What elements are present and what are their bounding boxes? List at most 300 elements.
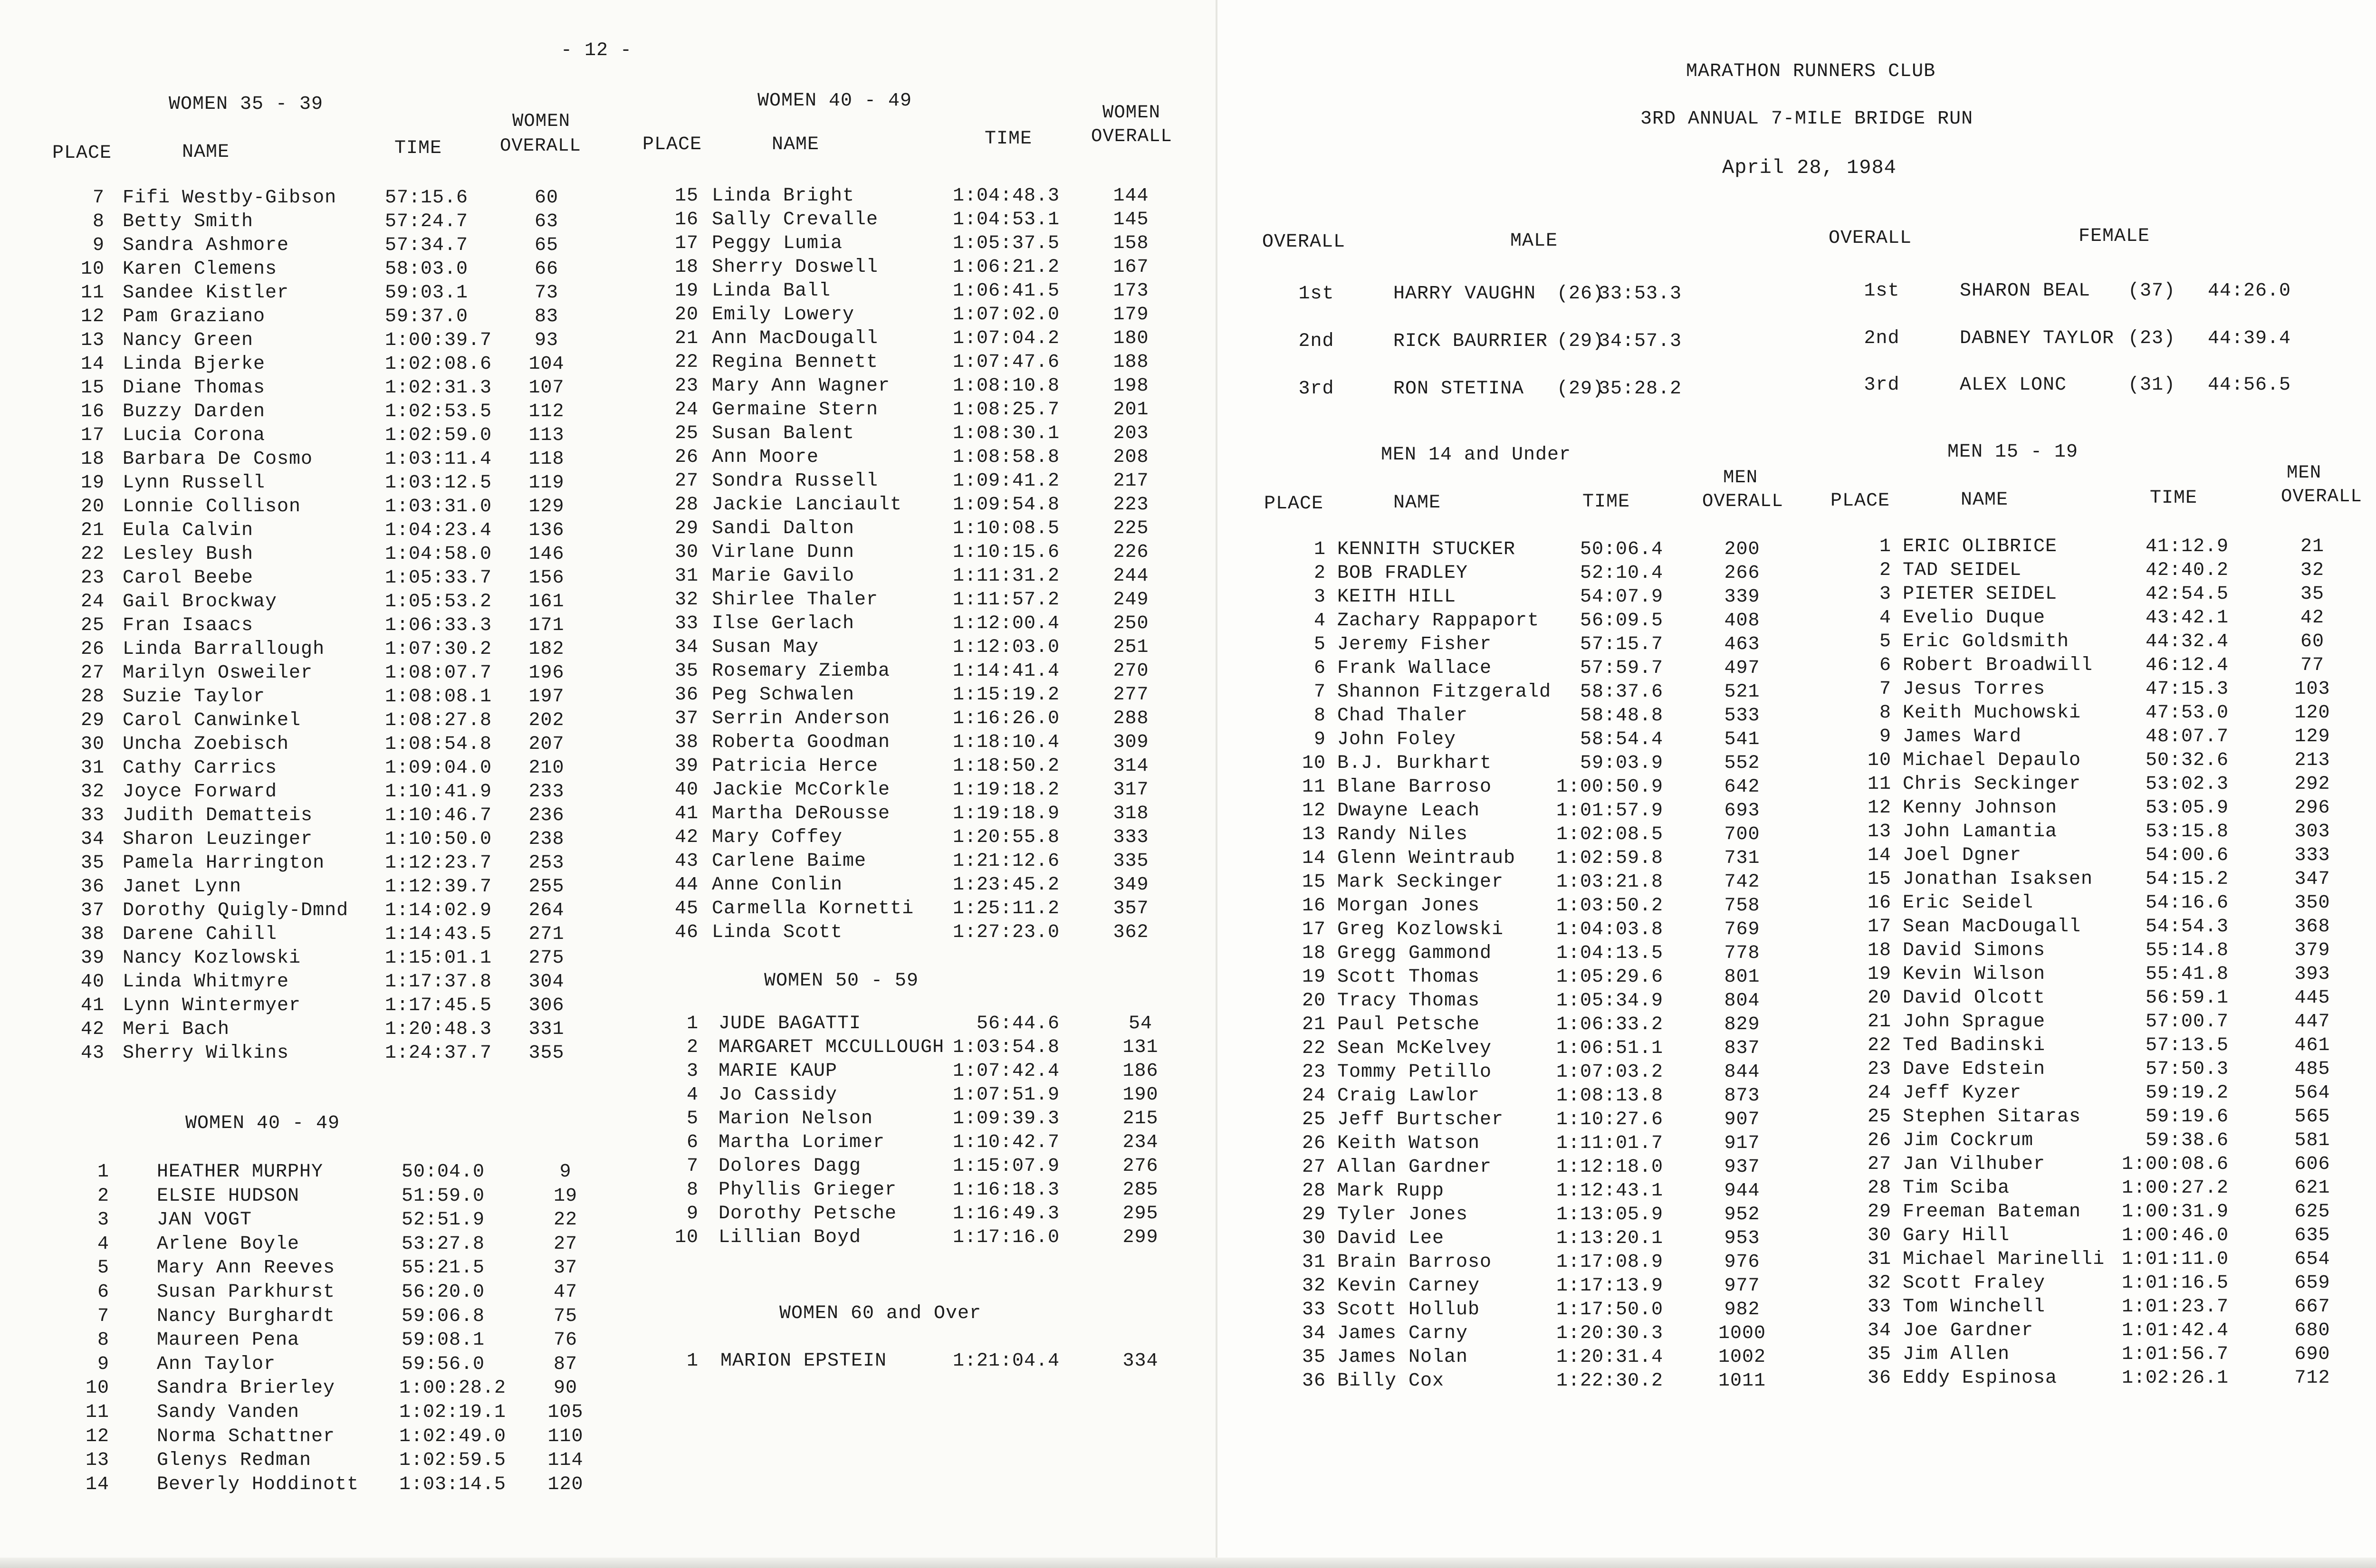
name-cell: Sean MacDougall <box>1903 916 2081 937</box>
time-cell: 57:24.7 <box>385 211 469 232</box>
name-cell: Ann Taylor <box>157 1353 276 1375</box>
page-number: - 12 - <box>561 40 632 61</box>
overall-place-cell: 347 <box>2294 869 2330 890</box>
place-cell: 17 <box>80 425 105 446</box>
overall-place-cell: 303 <box>2294 821 2330 842</box>
place-cell: 4 <box>1879 607 1891 629</box>
time-cell: 57:00.7 <box>2145 1011 2229 1033</box>
overall-place-cell: 60 <box>534 187 558 209</box>
time-cell: 1:10:27.6 <box>1556 1109 1663 1130</box>
name-cell: PIETER SEIDEL <box>1903 583 2058 605</box>
place-cell: 42 <box>674 827 699 848</box>
place-cell: 40 <box>674 779 699 801</box>
time-cell: 1:21:12.6 <box>952 851 1060 872</box>
place-cell: 15 <box>674 185 699 207</box>
time-cell: 1:07:02.0 <box>952 304 1060 325</box>
name-cell: Zachary Rappaport <box>1337 610 1540 631</box>
place-cell: 3 <box>1313 586 1326 608</box>
name-header: NAME <box>182 142 230 163</box>
place-cell: 10 <box>1302 753 1326 774</box>
overall-female-header: FEMALE <box>2079 226 2150 247</box>
time-cell: 1:15:19.2 <box>952 684 1060 706</box>
time-cell: 55:41.8 <box>2145 964 2229 985</box>
time-cell: 1:17:50.0 <box>1556 1299 1663 1320</box>
overall-place-cell: 977 <box>1724 1275 1760 1297</box>
name-cell: Mary Ann Reeves <box>157 1257 335 1279</box>
name-cell: Gail Brockway <box>123 591 278 612</box>
time-cell: 1:05:37.5 <box>952 233 1060 254</box>
name-cell: Kevin Wilson <box>1903 964 2046 985</box>
place-cell: 26 <box>1867 1130 1891 1151</box>
time-cell: 1:08:27.8 <box>385 710 492 731</box>
time-cell: 1:12:18.0 <box>1556 1157 1663 1178</box>
time-cell: 1:08:25.7 <box>952 399 1060 421</box>
place-cell: 20 <box>1302 990 1326 1012</box>
overall-place-cell: 357 <box>1113 898 1149 919</box>
name-cell: Chad Thaler <box>1337 705 1468 727</box>
overall-place-cell: 642 <box>1724 776 1760 798</box>
place-cell: 14 <box>80 354 105 375</box>
time-cell: 59:08.1 <box>401 1329 485 1351</box>
name-cell: Tracy Thomas <box>1337 990 1480 1012</box>
name-cell: Arlene Boyle <box>157 1233 300 1255</box>
name-cell: Shirlee Thaler <box>712 589 879 611</box>
place-cell: 41 <box>674 803 699 824</box>
overall-place-cell: 19 <box>553 1185 577 1207</box>
time-cell: 1:10:08.5 <box>952 518 1060 539</box>
name-header: NAME <box>1961 489 2009 511</box>
overall-place-cell: 9 <box>559 1161 572 1183</box>
name-cell: Uncha Zoebisch <box>123 734 289 755</box>
name-cell: Ted Badinski <box>1903 1035 2046 1056</box>
place-cell: 18 <box>1867 940 1891 961</box>
overall-place-cell: 982 <box>1724 1299 1760 1320</box>
overall-place-cell: 1002 <box>1718 1347 1766 1368</box>
time-cell: 1:09:04.0 <box>385 757 492 779</box>
name-cell: Eddy Espinosa <box>1903 1367 2058 1389</box>
place-cell: 16 <box>1867 892 1891 914</box>
overall-place-cell: 42 <box>2300 607 2324 629</box>
overall-place-cell: 210 <box>528 757 565 779</box>
place-cell: 16 <box>1302 895 1326 917</box>
overall-place-cell: 217 <box>1113 470 1149 492</box>
name-cell: Cathy Carrics <box>123 757 278 779</box>
place-cell: 6 <box>686 1132 699 1153</box>
name-cell: John Lamantia <box>1903 821 2058 842</box>
name-cell: JUDE BAGATTI <box>719 1013 862 1034</box>
name-cell: Serrin Anderson <box>712 708 891 729</box>
name-cell: Sally Crevalle <box>712 209 879 230</box>
time-cell: 50:06.4 <box>1580 539 1663 560</box>
overall-place-cell: 804 <box>1724 990 1760 1012</box>
place-cell: 36 <box>1302 1370 1326 1392</box>
name-cell: Eula Calvin <box>123 520 254 541</box>
name-cell: Jesus Torres <box>1903 679 2046 700</box>
time-cell: 1:10:41.9 <box>385 781 492 803</box>
overall-place-cell: 145 <box>1113 209 1149 230</box>
place-cell: 45 <box>674 898 699 919</box>
time-cell: 57:59.7 <box>1580 658 1663 679</box>
time-cell: 1:04:48.3 <box>952 185 1060 207</box>
place-cell: 22 <box>80 544 105 565</box>
place-cell: 28 <box>1867 1177 1891 1199</box>
place-cell: 1 <box>686 1350 699 1372</box>
place-cell: 11 <box>1302 776 1326 798</box>
overall-place-cell: 393 <box>2294 964 2330 985</box>
time-cell: 54:07.9 <box>1580 586 1663 608</box>
time-cell: 1:00:39.7 <box>385 330 492 351</box>
place-cell: 12 <box>1302 800 1326 822</box>
overall-place-cell: 66 <box>534 258 558 280</box>
name-cell: Phyllis Grieger <box>719 1179 897 1201</box>
time-cell: 1:14:41.4 <box>952 660 1060 682</box>
overall-place-cell: 334 <box>1122 1350 1159 1372</box>
overall-place-cell: 93 <box>534 330 558 351</box>
name-cell: Emily Lowery <box>712 304 855 325</box>
place-cell: 28 <box>1302 1180 1326 1202</box>
overall-place-cell: 333 <box>2294 845 2330 866</box>
overall-place-cell: 103 <box>2294 679 2330 700</box>
overall-place-cell: 171 <box>528 615 565 636</box>
place-cell: 14 <box>85 1473 109 1495</box>
time-cell: 54:15.2 <box>2145 869 2229 890</box>
place-cell: 22 <box>1867 1035 1891 1056</box>
overall-place-cell: 625 <box>2294 1201 2330 1223</box>
place-cell: 35 <box>80 852 105 874</box>
name-cell: Joel Dgner <box>1903 845 2022 866</box>
overall-time-cell: 44:26.0 <box>2208 280 2291 302</box>
place-cell: 35 <box>1302 1347 1326 1368</box>
name-cell: Michael Marinelli <box>1903 1249 2105 1270</box>
time-cell: 1:06:51.1 <box>1556 1038 1663 1059</box>
place-cell: 7 <box>1313 681 1326 703</box>
time-cell: 42:54.5 <box>2145 583 2229 605</box>
time-cell: 59:37.0 <box>385 306 469 327</box>
overall-place-cell: 292 <box>2294 774 2330 795</box>
overall-place-cell: 907 <box>1724 1109 1760 1130</box>
place-cell: 7 <box>1879 679 1891 700</box>
overall-place-cell: 937 <box>1724 1157 1760 1178</box>
place-cell: 15 <box>1302 871 1326 893</box>
place-cell: 19 <box>674 280 699 302</box>
time-cell: 59:06.8 <box>401 1305 485 1327</box>
time-cell: 1:21:04.4 <box>952 1350 1060 1372</box>
overall-place-cell: 731 <box>1724 848 1760 869</box>
name-cell: Kevin Carney <box>1337 1275 1480 1297</box>
overall-place-cell: 73 <box>534 282 558 304</box>
time-cell: 1:02:49.0 <box>399 1425 507 1447</box>
time-cell: 1:14:43.5 <box>385 924 492 945</box>
overall-place-cell: 83 <box>534 306 558 327</box>
place-cell: 8 <box>1879 702 1891 724</box>
place-header: PLACE <box>1264 493 1324 515</box>
overall-place-cell: 161 <box>528 591 565 612</box>
name-cell: Lillian Boyd <box>719 1227 862 1248</box>
page-bottom-edge <box>0 1558 2376 1568</box>
time-cell: 1:04:53.1 <box>952 209 1060 230</box>
time-cell: 59:38.6 <box>2145 1130 2229 1151</box>
place-cell: 26 <box>1302 1133 1326 1154</box>
name-cell: Tyler Jones <box>1337 1204 1468 1225</box>
time-header: TIME <box>985 128 1033 150</box>
overall-place-cell: 201 <box>1113 399 1149 421</box>
overall-place-cell: 225 <box>1113 518 1149 539</box>
place-cell: 2 <box>686 1037 699 1058</box>
place-cell: 17 <box>1867 916 1891 937</box>
overall-place-cell: 304 <box>528 971 565 993</box>
place-header: PLACE <box>52 143 112 164</box>
time-cell: 1:10:15.6 <box>952 542 1060 563</box>
name-cell: Evelio Duque <box>1903 607 2046 629</box>
overall-place-cell: 368 <box>2294 916 2330 937</box>
overall-place-cell: 180 <box>1113 328 1149 349</box>
time-cell: 1:08:54.8 <box>385 734 492 755</box>
place-cell: 6 <box>97 1281 109 1303</box>
overall-place-cell: 379 <box>2294 940 2330 961</box>
time-cell: 43:42.1 <box>2145 607 2229 629</box>
name-cell: Paul Petsche <box>1337 1014 1480 1035</box>
place-cell: 34 <box>1302 1323 1326 1344</box>
time-cell: 1:18:10.4 <box>952 732 1060 753</box>
name-cell: Scott Fraley <box>1903 1272 2046 1294</box>
page-fold <box>1216 0 1217 1568</box>
name-cell: Linda Ball <box>712 280 831 302</box>
name-cell: Fran Isaacs <box>123 615 254 636</box>
place-cell: 24 <box>1302 1085 1326 1107</box>
name-cell: Darene Cahill <box>123 924 278 945</box>
time-cell: 1:02:59.5 <box>399 1450 507 1472</box>
place-cell: 29 <box>1867 1201 1891 1223</box>
name-cell: Jackie McCorkle <box>712 779 891 801</box>
time-cell: 50:04.0 <box>401 1161 485 1183</box>
time-cell: 58:54.4 <box>1580 729 1663 750</box>
overall-place-cell: 173 <box>1113 280 1149 302</box>
name-cell: Jeff Burtscher <box>1337 1109 1504 1130</box>
time-cell: 50:32.6 <box>2145 750 2229 771</box>
overall-place-cell: 76 <box>553 1329 577 1351</box>
overall-place-cell: 700 <box>1724 824 1760 845</box>
overall-place-cell: 144 <box>1113 185 1149 207</box>
name-cell: Peg Schwalen <box>712 684 855 706</box>
section-title: WOMEN 40 - 49 <box>757 90 912 112</box>
overall-place-cell: 565 <box>2294 1106 2330 1128</box>
time-cell: 1:03:54.8 <box>952 1037 1060 1058</box>
time-cell: 58:37.6 <box>1580 681 1663 703</box>
name-cell: Brain Barroso <box>1337 1252 1492 1273</box>
overall-male-overall-header: OVERALL <box>1262 231 1346 253</box>
name-cell: Peggy Lumia <box>712 233 843 254</box>
time-cell: 1:15:07.9 <box>952 1156 1060 1177</box>
name-cell: ELSIE HUDSON <box>157 1185 300 1207</box>
overall-place-cell: 635 <box>2294 1225 2330 1246</box>
place-cell: 21 <box>1302 1014 1326 1035</box>
overall-place-cell: 275 <box>528 947 565 969</box>
name-cell: Nancy Green <box>123 330 254 351</box>
name-cell: Jim Allen <box>1903 1344 2010 1365</box>
place-cell: 3 <box>97 1209 109 1231</box>
overall-place-cell: 693 <box>1724 800 1760 822</box>
time-cell: 41:12.9 <box>2145 536 2229 557</box>
time-cell: 1:02:08.5 <box>1556 824 1663 845</box>
overall-place-cell: 105 <box>547 1402 584 1423</box>
overall-place-cell: 362 <box>1113 922 1149 943</box>
place-cell: 1 <box>97 1161 109 1183</box>
name-cell: Gregg Gammond <box>1337 943 1492 964</box>
place-cell: 24 <box>80 591 105 612</box>
place-cell: 1 <box>1879 536 1891 557</box>
time-cell: 1:17:16.0 <box>952 1227 1060 1248</box>
overall-place-cell: 47 <box>553 1281 577 1303</box>
place-cell: 32 <box>80 781 105 803</box>
overall-place-cell: 110 <box>547 1425 584 1447</box>
name-cell: Tim Sciba <box>1903 1177 2010 1199</box>
overall-header-top: MEN <box>1723 467 1758 488</box>
time-cell: 54:00.6 <box>2145 845 2229 866</box>
overall-place-cell: 3rd <box>1864 374 1900 396</box>
overall-age-cell: (37) <box>2128 280 2176 302</box>
name-cell: Lynn Wintermyer <box>123 995 301 1016</box>
time-cell: 1:05:33.7 <box>385 567 492 589</box>
name-cell: Sherry Wilkins <box>123 1042 289 1064</box>
overall-place-cell: 333 <box>1113 827 1149 848</box>
place-cell: 32 <box>1867 1272 1891 1294</box>
time-cell: 1:04:13.5 <box>1556 943 1663 964</box>
place-cell: 26 <box>80 639 105 660</box>
overall-place-cell: 667 <box>2294 1296 2330 1318</box>
time-cell: 1:18:50.2 <box>952 755 1060 777</box>
time-cell: 1:07:04.2 <box>952 328 1060 349</box>
time-cell: 1:00:27.2 <box>2121 1177 2229 1199</box>
time-cell: 57:15.6 <box>385 187 469 209</box>
overall-place-cell: 250 <box>1113 613 1149 634</box>
overall-place-cell: 953 <box>1724 1228 1760 1249</box>
name-cell: Lynn Russell <box>123 472 266 494</box>
overall-place-cell: 335 <box>1113 851 1149 872</box>
overall-place-cell: 3rd <box>1298 378 1334 400</box>
overall-place-cell: 758 <box>1724 895 1760 917</box>
place-cell: 20 <box>1867 987 1891 1009</box>
time-cell: 1:06:21.2 <box>952 257 1060 278</box>
place-cell: 2 <box>97 1185 109 1207</box>
name-cell: Suzie Taylor <box>123 686 266 708</box>
time-cell: 1:00:08.6 <box>2121 1154 2229 1175</box>
place-cell: 17 <box>1302 919 1326 940</box>
place-cell: 33 <box>80 805 105 826</box>
place-cell: 41 <box>80 995 105 1016</box>
time-cell: 57:15.7 <box>1580 634 1663 655</box>
overall-place-cell: 112 <box>528 401 565 422</box>
place-cell: 34 <box>80 829 105 850</box>
name-cell: Tom Winchell <box>1903 1296 2046 1318</box>
place-cell: 27 <box>80 662 105 684</box>
name-cell: Betty Smith <box>123 211 254 232</box>
overall-place-cell: 541 <box>1724 729 1760 750</box>
overall-place-cell: 226 <box>1113 542 1149 563</box>
name-cell: Kenny Johnson <box>1903 797 2058 819</box>
name-cell: John Sprague <box>1903 1011 2046 1033</box>
overall-place-cell: 271 <box>528 924 565 945</box>
overall-name-cell: RICK BAURRIER <box>1393 331 1548 352</box>
overall-place-cell: 120 <box>547 1473 584 1495</box>
name-cell: Jonathan Isaksen <box>1903 869 2093 890</box>
place-cell: 16 <box>80 401 105 422</box>
overall-place-cell: 63 <box>534 211 558 232</box>
time-cell: 1:04:23.4 <box>385 520 492 541</box>
name-cell: Marie Gavilo <box>712 565 855 587</box>
name-cell: Jan Vilhuber <box>1903 1154 2046 1175</box>
overall-place-cell: 113 <box>528 425 565 446</box>
overall-age-cell: (26) <box>1557 283 1605 305</box>
name-cell: B.J. Burkhart <box>1337 753 1492 774</box>
overall-place-cell: 197 <box>528 686 565 708</box>
place-cell: 19 <box>80 472 105 494</box>
place-cell: 9 <box>686 1203 699 1224</box>
time-cell: 1:04:58.0 <box>385 544 492 565</box>
time-cell: 1:16:26.0 <box>952 708 1060 729</box>
overall-place-cell: 285 <box>1122 1179 1159 1201</box>
overall-place-cell: 179 <box>1113 304 1149 325</box>
name-cell: Mark Seckinger <box>1337 871 1504 893</box>
time-cell: 56:44.6 <box>976 1013 1060 1034</box>
name-cell: Sandee Kistler <box>123 282 289 304</box>
name-cell: Shannon Fitzgerald <box>1337 681 1552 703</box>
time-cell: 1:09:54.8 <box>952 494 1060 516</box>
name-cell: KEITH HILL <box>1337 586 1456 608</box>
overall-place-cell: 497 <box>1724 658 1760 679</box>
time-cell: 1:07:51.9 <box>952 1084 1060 1106</box>
overall-place-cell: 837 <box>1724 1038 1760 1059</box>
overall-place-cell: 27 <box>553 1233 577 1255</box>
overall-place-cell: 37 <box>553 1257 577 1279</box>
place-cell: 42 <box>80 1019 105 1040</box>
time-cell: 1:23:45.2 <box>952 874 1060 896</box>
name-cell: BOB FRADLEY <box>1337 563 1468 584</box>
overall-place-cell: 236 <box>528 805 565 826</box>
name-cell: Pamela Harrington <box>123 852 325 874</box>
time-cell: 58:03.0 <box>385 258 469 280</box>
overall-place-cell: 190 <box>1122 1084 1159 1106</box>
time-cell: 1:05:53.2 <box>385 591 492 612</box>
name-cell: Keith Muchowski <box>1903 702 2081 724</box>
overall-header-bottom: OVERALL <box>500 135 581 156</box>
overall-place-cell: 249 <box>1113 589 1149 611</box>
place-cell: 33 <box>674 613 699 634</box>
overall-place-cell: 114 <box>547 1450 584 1472</box>
overall-place-cell: 331 <box>528 1019 565 1040</box>
place-cell: 35 <box>1867 1344 1891 1365</box>
time-cell: 52:51.9 <box>401 1209 485 1231</box>
time-cell: 1:07:03.2 <box>1556 1061 1663 1083</box>
time-cell: 1:11:31.2 <box>952 565 1060 587</box>
overall-place-cell: 253 <box>528 852 565 874</box>
place-cell: 26 <box>674 447 699 468</box>
time-cell: 59:03.1 <box>385 282 469 304</box>
place-cell: 28 <box>80 686 105 708</box>
place-cell: 21 <box>80 520 105 541</box>
overall-time-cell: 33:53.3 <box>1599 283 1682 305</box>
place-cell: 6 <box>1313 658 1326 679</box>
time-cell: 1:10:42.7 <box>952 1132 1060 1153</box>
place-cell: 23 <box>80 567 105 589</box>
place-cell: 10 <box>1867 750 1891 771</box>
overall-place-cell: 120 <box>2294 702 2330 724</box>
name-cell: Susan May <box>712 637 819 658</box>
overall-place-cell: 1st <box>1864 280 1900 302</box>
time-header: TIME <box>1582 491 1630 513</box>
overall-place-cell: 829 <box>1724 1014 1760 1035</box>
time-cell: 1:22:30.2 <box>1556 1370 1663 1392</box>
time-cell: 1:13:05.9 <box>1556 1204 1663 1225</box>
